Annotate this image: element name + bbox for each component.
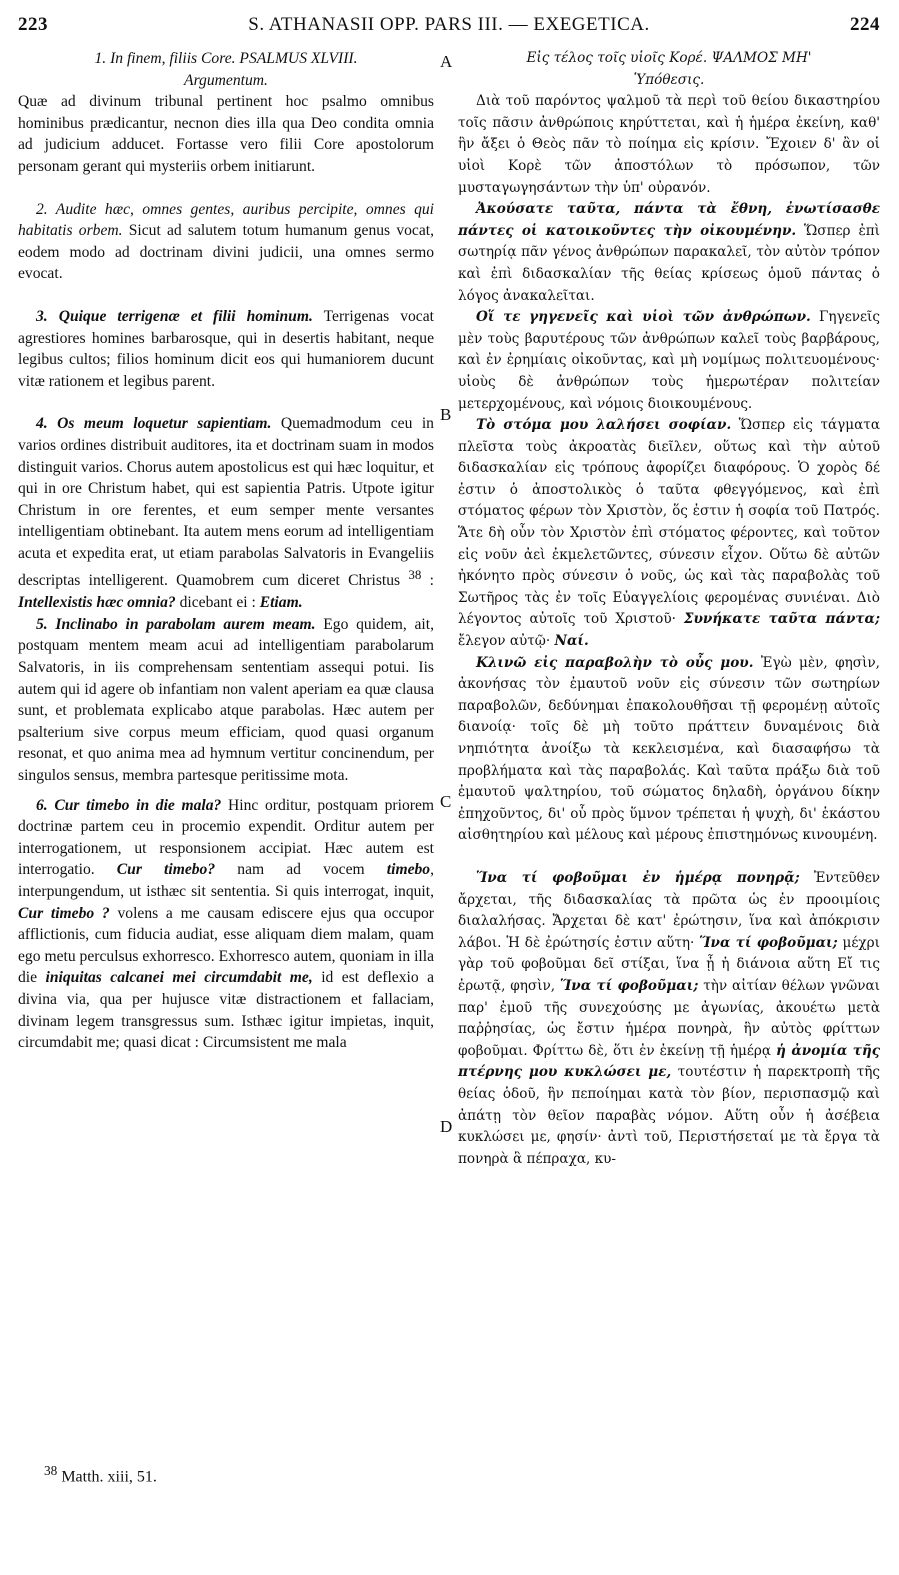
latin-text-4c: dicebant ei : [175,594,260,612]
latin-etiam: Etiam. [259,594,303,612]
latin-text-2: Sicut ad salutem totum humanum genus vocat, eodem modo ad doctrinam divini judicii, una omnes sermo evocat. [18,222,434,283]
latin-text-6c: , interpungendum, ut isthæc sit sententia. Si quis interrogat, inquit, [18,861,434,900]
greek-paragraph-3 [458,307,880,415]
latin-cur-timebo-2: Cur timebo ? [18,904,110,922]
latin-lemma-3: 3. Quique terrigenæ et filii hominum. [36,307,313,325]
greek-anomia: ἡ ἀνομία τῆς πτέρνης μου κυκλώσει με, [458,1042,880,1081]
greek-hypothesis-label: Ὑπόθεσις. [633,71,705,88]
latin-psalm-title: 1. In finem, filiis Core. PSALMUS XLVIII. [94,50,358,67]
greek-quote-4: Συνήκατε ταῦτα πάντα; [683,611,881,628]
latin-text-6d: volens a me causam ediscere ejus qua occupor afflictionis, cum fiducia audiat, esse aliquam diem malam, quam ego metu perculsus exhorresco. Exhorresco autem, quoniam in illa die [18,904,434,987]
greek-text-6b: μέχρι γὰρ τοῦ φοβοῦμαι δεῖ στίξαι, ἵνα ᾖ ἡ διάνοια αὕτη Εἴ τις ἐρωτᾷ, φησὶν, [458,934,880,994]
latin-argument-label: Argumentum. [184,71,268,89]
greek-paragraph-4 [458,415,880,653]
margin-marker-a: A [440,52,453,71]
latin-text-4a: Quemadmodum ceu in varios ordines distribuit auditores, ita et doctrinam suam in modos distinguit varios. Chorus autem apostolicus est qui hæc loquitur, et qui in ore Christum habet, qui est sapientia Patris. Utpote igitur Christum in ore ferentes, et eum semper mente versantes intelligentiam obtinebant. Ita autem mens eorum ad intelligentiam acuta et expedita erat, ut etiam parabolas Salvatoris in Evangeliis descriptas intelligerent. Quamobrem cum diceret Christus [18,415,434,590]
latin-text-3: Terrigenas vocat agrestiores homines barbarosque, qui in desertis habitant, neque legibus cultos; filios hominum dicit eos qui humaniorem ducunt vitæ rationem et legibus parent. [18,307,434,390]
latin-lemma-4: 4. Os meum loquetur sapientiam. [36,415,272,433]
greek-paragraph-6 [458,868,880,1170]
greek-text-6a: Ἐντεῦθεν ἄρχεται, τῆς διδασκαλίας τὰ πρῶτα ὡς ἐν προοιμίοις διαλαλήσας. Ἄρχεται δὲ κατ' ἐρώτησιν, ἵνα καὶ ἀπόκρισιν λάβοι. Ἡ δὲ ἐρώτησίς ἐστιν αὕτη· [458,869,881,951]
footnote-text: Matth. xiii, 51. [61,1468,157,1486]
latin-paragraph-1: Quæ ad divinum tribunal pertinent hoc psalmo omnibus hominibus prædicantur, necnon dies illa qua Deo condita omnia ad judicium adducet. Fortasse vero filii Core apostolorum personam gerant qui mysteriis orbem initiarunt. [18,93,434,175]
latin-paragraph-4 [18,413,434,614]
greek-text-4b: ἔλεγον αὐτῷ· [458,633,555,650]
greek-text-4: Ὥσπερ εἰς τάγματα πλεῖστα τοὺς ἀκροατὰς διεῖλεν, οὕτως καὶ τὴν αὐτοῦ διδασκαλίαν εἰς τρόπους ἀφορίζει διαφόρους. Ὁ χορὸς δέ ἐστιν ὁ ἀποστολικὸς ὁ ταῦτα φθεγγόμενος, καὶ ἐπὶ στόματος φέρων τὸν Χριστὸν, ὅς ἐστιν ἡ σοφία τοῦ Πατρός. Ἅτε δὴ οὖν τὸν Χριστὸν ἐπὶ στόματος φέροντες, καὶ τοῦτον εἰς νοῦν ἀεὶ ἐκμελετῶντες, σύνεσιν εἶχον. Οὕτω δὲ αὐτῶν ἠκόνητο πρὸς σύνεσιν ὁ νοῦς, ὡς καὶ τὰς παραβολὰς τοῦ Σωτῆρος τὰς ἐν τοῖς Εὐαγγελίοις φερομένας συνιέναι. Διὸ λέγοντος αὐτοῖς τοῦ Χριστοῦ· [458,417,880,628]
latin-text-5: Ego quidem, ait, postquam mentem meam acui ad intelligentiam parabolarum Salvatoris, in iis comprehensam sententiam assequi potui. Iis autem qui id agere ob infantiam non valent aperiam ea quæ clausa sunt, et problemata explicabo atque parabolas. Hæc autem per psalterium sive corpus meum efficiam, quod quasi organum resonat, et quo anima mea ad hymnum vertitur concinendum, per singulos sensus, membra partesque peritissime mota. [18,615,434,784]
latin-quote-4: Intellexistis hæc omnia? [18,594,176,612]
latin-paragraph-5 [18,614,434,787]
latin-lemma-6: 6. Cur timebo in die mala? [36,796,222,814]
footnote [44,1463,157,1486]
latin-lemma-2: 2. Audite hæc, omnes gentes, auribus percipite, omnes qui habitatis orbem. [18,200,434,240]
latin-paragraph-3 [18,306,434,392]
greek-text-5: Ἐγὼ μὲν, φησὶν, ἀκονήσας τὸν ἐμαυτοῦ νοῦν εἰς σύνεσιν τῶν σωτηρίων παραβολῶν, δεδύνημαι ἐπακολουθῆσαι τῇ φερομένῃ αὐτοῖς διανοίᾳ· τοῖς δὲ μὴ τοῦτο πράττειν δυναμένοις διὰ νηπιότητα ἀνοίξω τὰ κεκλεισμένα, καὶ διασαφήσω τὰ προβλήματα καὶ τὰς παραβολάς. Καὶ ταῦτα πράξω διὰ τοῦ ἐμαυτοῦ ψαλτηρίου, τοῦ σώματος δηλαδὴ, ὀργάνου δίκην ἐπηχοῦντος, δι' οὗ πρὸς ὕμνον τρέπεται ἡ ψυχὴ, δι' ἑκάστου αἰσθητηρίου καὶ μέλους καὶ μέρους ἐπιστημόνως κινουμένη. [458,654,880,844]
latin-cur-timebo-1: Cur timebo? [116,861,216,879]
greek-question-1: Ἵνα τί φοβοῦμαι; [699,934,838,951]
greek-text-3: Γηγενεῖς μὲν τοὺς βαρυτέρους τῶν ἀνθρώπων καλεῖ τοὺς βαρβάρους, καὶ ἐν ἐρημίαις οἰκοῦντας, καὶ μὴ νομίμως πολιτευομένους· υἱοὺς δὲ ἀνθρώπων τοὺς ἡμερωτέραν πολιτείαν μετερχομένους, καὶ νόμοις διοικουμένους. [458,309,880,412]
latin-paragraph-2 [18,199,434,285]
greek-lemma-5: Κλινῶ εἰς παραβολὴν τὸ οὖς μου. [476,654,754,671]
greek-lemma-6: Ἵνα τί φοβοῦμαι ἐν ἡμέρᾳ πονηρᾷ; [476,869,800,886]
latin-paragraph-6 [18,795,434,1054]
greek-nai: Ναί. [554,633,589,650]
greek-paragraph-5 [458,653,880,847]
greek-psalm-title: Εἰς τέλος τοῖς υἱοῖς Κορέ. ΨΑΛΜΟΣ ΜΗ' [526,50,812,66]
latin-timebo: timebo [386,861,431,879]
greek-text-6d: τουτέστιν ἡ παρεκτροπὴ τῆς θείας ὁδοῦ, ἣν πεποίημαι κατὰ τὸν βίον, περισπασμῷ καὶ ἀπάτῃ τὸν θεῖον παραβὰς νόμον. Αὕτη οὖν ἡ ἀσέβεια κυκλώσει με, φησίν· ἀντὶ τοῦ, Περιστήσεταί με τὰ ἔργα τὰ πονηρὰ ἃ πέπραχα, κυ- [458,1064,880,1167]
greek-paragraph-2 [458,199,880,307]
greek-lemma-2: Ἀκούσατε ταῦτα, πάντα τὰ ἔθνη, ἐνωτίσασθε πάντες οἱ κατοικοῦντες τὴν οἰκουμένην. [458,201,880,239]
running-title: S. ATHANASII OPP. PARS III. — EXEGETICA. [248,14,650,35]
latin-column [18,48,434,1054]
greek-lemma-3: Οἵ τε γηγενεῖς καὶ υἱοὶ τῶν ἀνθρώπων. [476,309,811,326]
latin-text-6a: Hinc orditur, postquam priorem doctrinæ partem ceu in procemio expendit. Orditur autem per interrogationem, ut responsionem accipiat. Hæc autem est interrogatio. [18,796,435,879]
greek-column [458,48,880,1170]
greek-text-2: Ὥσπερ ἐπὶ σωτηρίᾳ πᾶν γένος ἀνθρώπων παρακαλεῖ, τὸν αὐτὸν τρόπον καὶ ἐπὶ διδασκαλίαν τῆς θείας κρίσεως ὁμοῦ πάντας ὁ λόγος ἀνακαλεῖται. [458,222,880,304]
greek-paragraph-1: Διὰ τοῦ παρόντος ψαλμοῦ τὰ περὶ τοῦ θείου δικαστηρίου τοῖς πᾶσιν ἀνθρώποις κηρύττεται, καὶ ἡ ἡμέρα ἐκείνη, καθ' ἣν ἄξει ὁ Θεὸς πᾶν τὸ ποίημα εἰς κρίσιν. Ἔχοιεν δ' ἂν οἱ υἱοὶ Κορὲ τῶν ἀποστόλων τὸ πρόσωπον, τῶν μυσταγωγησάντων τὴν ὑπ' οὐρανόν. [458,93,880,196]
greek-text-6c: τὴν αἰτίαν θέλων γνῶναι παρ' ἐμοῦ τῆς συνεχούσης με ἀγωνίας, ἀκουέτω μετὰ παῤῥησίας, ὡς ἔστιν ἡμέρα πονηρὰ, ἣν αὐτὸς φρίττων φοβοῦμαι. Φρίττω δὲ, ὅτι ἐν ἐκείνῃ τῇ ἡμέρᾳ [458,977,880,1059]
latin-lemma-5: 5. Inclinabo in parabolam aurem meam. [36,615,316,633]
margin-marker-c: C [440,792,452,811]
latin-iniquitas: iniquitas calcanei mei circumdabit me, [45,969,313,987]
greek-question-2: Ἵνα τί φοβοῦμαι; [559,977,699,994]
footnote-number: 38 [44,1463,58,1478]
latin-text-6b: nam ad vocem [215,861,387,879]
running-head [18,8,880,38]
footnote-reference: 38 [408,567,422,583]
margin-marker-d: D [440,1117,453,1136]
page-number-right: 224 [850,14,880,35]
page-number-left: 223 [18,14,48,35]
latin-text-4b: : [421,572,435,590]
latin-text-6e: id est deflexio a divina via, qua per hujusce vitæ distractionem et fallaciam, divinam legem transgressus sum. Isthæc igitur impietas, inquit, circumdabit me; quasi dicat : Circumsistent me mala [18,969,434,1052]
margin-marker-b: B [440,405,452,424]
greek-lemma-4: Τὸ στόμα μου λαλήσει σοφίαν. [476,417,732,434]
